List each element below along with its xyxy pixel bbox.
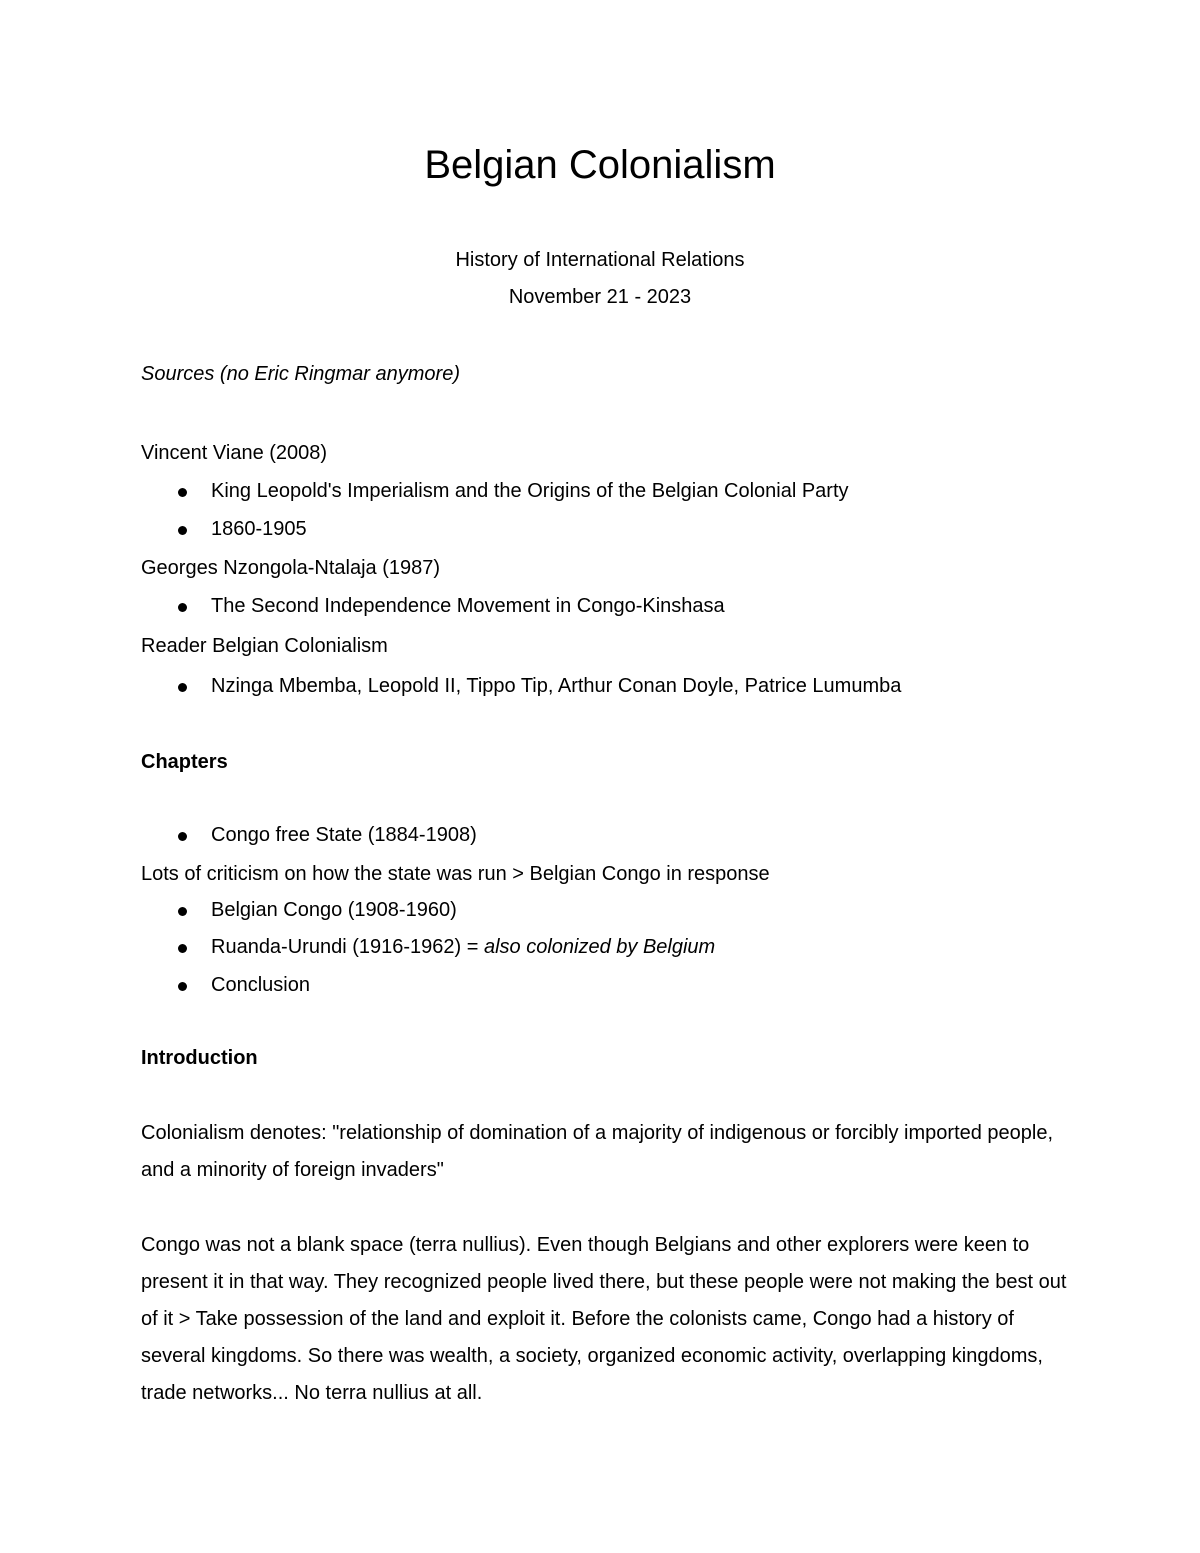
source-author: Reader Belgian Colonialism bbox=[141, 635, 388, 657]
chapter-item-text: Ruanda-Urundi (1916-1962) = bbox=[211, 936, 484, 958]
course-name: History of International Relations bbox=[455, 249, 745, 271]
chapter-note: Lots of criticism on how the state was run > Belgian Congo in response bbox=[141, 863, 770, 885]
document-title: Belgian Colonialism bbox=[424, 143, 776, 187]
source-item: Nzinga Mbemba, Leopold II, Tippo Tip, Arthur Conan Doyle, Patrice Lumumba bbox=[211, 675, 902, 697]
source-item: The Second Independence Movement in Congo-Kinshasa bbox=[211, 595, 725, 617]
source-item: King Leopold's Imperialism and the Origins of the Belgian Colonial Party bbox=[211, 480, 849, 502]
chapter-item: Congo free State (1884-1908) bbox=[211, 824, 477, 846]
bullet-icon bbox=[178, 603, 187, 612]
source-item: 1860-1905 bbox=[211, 518, 307, 540]
source-author: Georges Nzongola-Ntalaja (1987) bbox=[141, 557, 441, 579]
chapter-item bbox=[211, 934, 715, 960]
bullet-icon bbox=[178, 488, 187, 497]
bullet-icon bbox=[178, 907, 187, 916]
source-author: Vincent Viane (2008) bbox=[141, 442, 328, 464]
bullet-icon bbox=[178, 832, 187, 841]
bullet-icon bbox=[178, 526, 187, 535]
sources-heading: Sources (no Eric Ringmar anymore) bbox=[141, 363, 460, 385]
chapters-heading: Chapters bbox=[141, 751, 228, 773]
chapter-item-emphasis: also colonized by Belgium bbox=[483, 936, 716, 958]
bullet-icon bbox=[178, 944, 187, 953]
introduction-heading: Introduction bbox=[141, 1047, 258, 1069]
bullet-icon bbox=[178, 683, 187, 692]
chapter-item: Belgian Congo (1908-1960) bbox=[211, 899, 457, 921]
lecture-date: November 21 - 2023 bbox=[508, 286, 692, 308]
bullet-icon bbox=[178, 982, 187, 991]
introduction-paragraph: Colonialism denotes: "relationship of domination of a majority of indigenous or forcibly imported people, and a minority of foreign invaders" bbox=[141, 1122, 1054, 1181]
chapter-item: Conclusion bbox=[211, 974, 310, 996]
introduction-paragraph: Congo was not a blank space (terra nullius). Even though Belgians and other explorers were keen to present it in that way. They recognized people lived there, but these people were not making the best out of it > Take possession of the land and exploit it. Before the colonists came, Congo had a history of several kingdoms. So there was wealth, a society, organized economic activity, overlapping kingdoms, trade networks... No terra nullius at all. bbox=[141, 1234, 1067, 1404]
